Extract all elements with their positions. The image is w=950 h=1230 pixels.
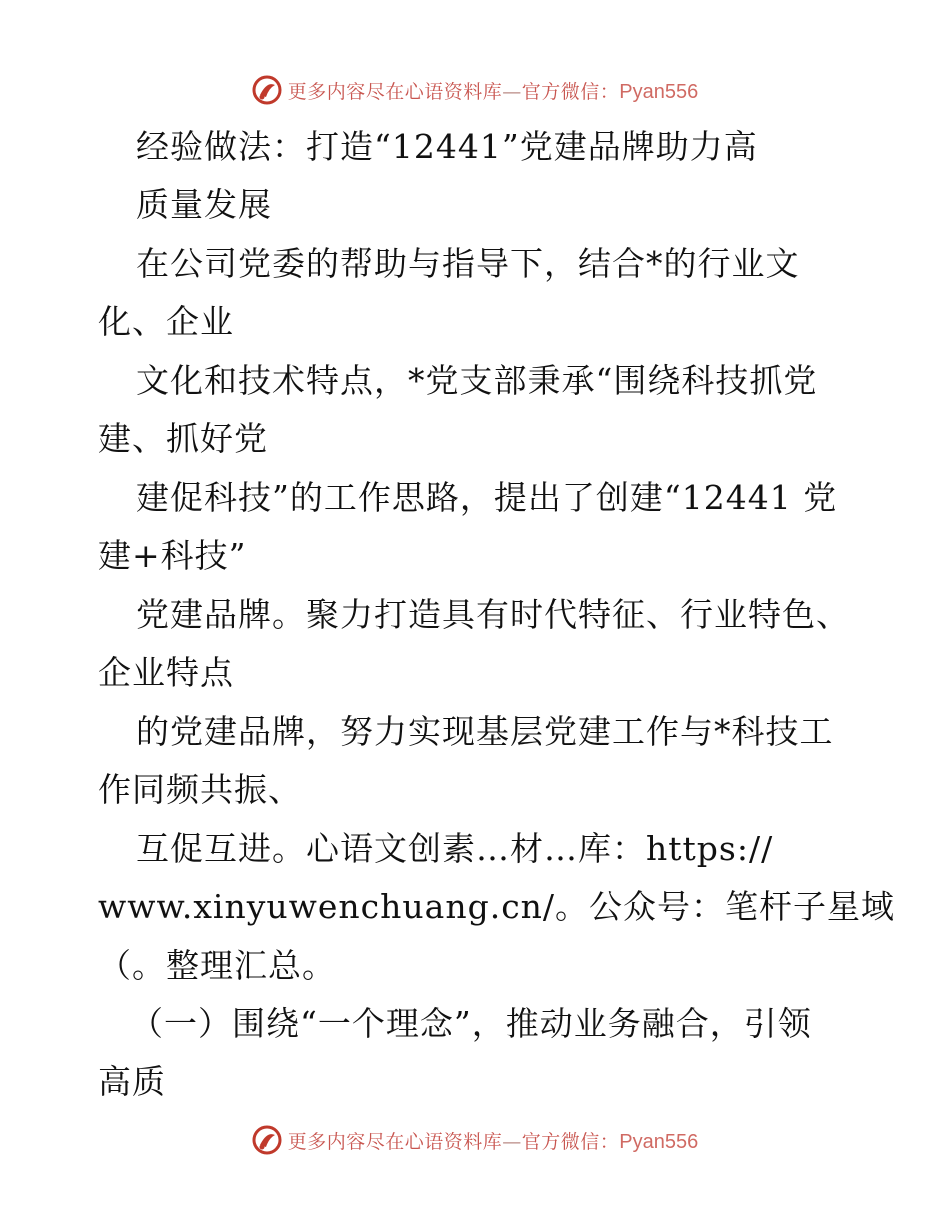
footer-banner-text: 更多内容尽在心语资料库—官方微信：Pyan556 [287, 1130, 699, 1153]
footer-banner [0, 1122, 950, 1158]
paragraph-line: 互促互进。心语文创素…材…库：https:// [136, 829, 774, 868]
document-title-line-1: 经验做法：打造“12441”党建品牌助力高 [136, 127, 758, 166]
paragraph-line: 企业特点 [98, 653, 234, 692]
paragraph-line: 建+科技” [98, 536, 247, 575]
paragraph-line: 建促科技”的工作思路，提出了创建“12441 党 [136, 478, 838, 517]
paragraph-line: 建、抓好党 [98, 419, 268, 458]
footer-wechat-id: Pyan556 [619, 1130, 699, 1153]
paragraph-line: 党建品牌。聚力打造具有时代特征、行业特色、 [136, 595, 850, 634]
section-heading-line: 高质 [98, 1062, 166, 1101]
paragraph-line: （。整理汇总。 [98, 946, 336, 985]
paragraph-line-url: www.xinyuwenchuang.cn/。公众号：笔杆子星域 [98, 887, 896, 926]
paragraph-line: 在公司党委的帮助与指导下，结合*的行业文 [136, 244, 800, 283]
brand-logo-icon [252, 1125, 282, 1155]
section-heading-line: （一）围绕“一个理念”，推动业务融合，引领 [130, 1004, 812, 1043]
paragraph-line: 的党建品牌，努力实现基层党建工作与*科技工 [136, 712, 834, 751]
header-wechat-id: Pyan556 [619, 80, 699, 103]
paragraph-line: 作同频共振、 [98, 770, 302, 809]
header-banner-text: 更多内容尽在心语资料库—官方微信：Pyan556 [287, 80, 699, 103]
paragraph-line: 化、企业 [98, 302, 234, 341]
document-title-line-2: 质量发展 [136, 185, 272, 224]
paragraph-line: 文化和技术特点，*党支部秉承“围绕科技抓党 [136, 361, 818, 400]
